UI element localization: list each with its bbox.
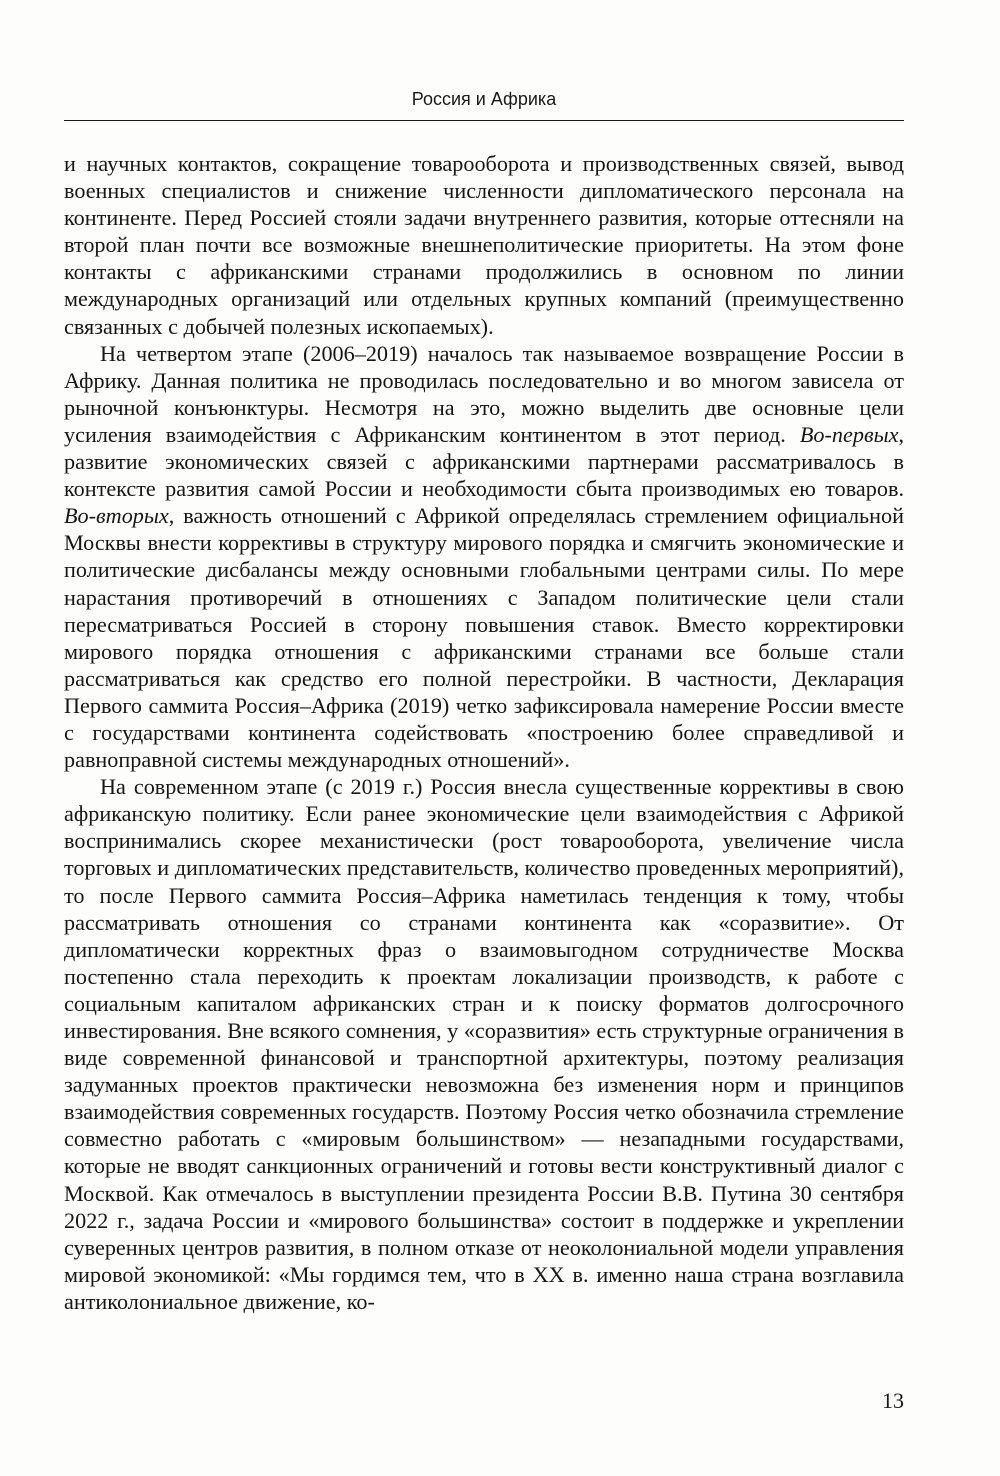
running-title: Россия и Африка: [411, 89, 557, 109]
paragraph-2-emphasis-first: Во-первых: [799, 421, 899, 447]
paragraph-1-text: и научных контактов, сокращение товарооборота и производственных связей, вывод военных специалистов и снижение численности дипломатического персонала на континенте. Перед Россией стояли задачи внутреннего развития, которые оттесняли на второй план почти все возможные внешнеполитические приоритеты. На этом фоне контакты с африканскими странами продолжились в основном по линии международных организаций или отдельных крупных компаний (преимущественно связанных с добычей полезных ископаемых).: [64, 151, 904, 339]
paragraph-1: [64, 150, 904, 340]
paragraph-2-text-a: На четвертом этапе (2006–2019) началось так называемое возвращение России в Африку. Данная политика не проводилась последовательно и во многом зависела от рыночной конъюнктуры. Несмотря на это, можно выделить две основные цели усиления взаимодействия с Африканским континентом в этот период.: [64, 340, 904, 447]
paragraph-2-emphasis-second: Во-вторых: [64, 503, 169, 529]
paragraph-2-text-c: , важность отношений с Африкой определялась стремлением официальной Москвы внести коррективы в структуру мирового порядка и смягчить экономические и политические дисбалансы между основными глобальными центрами силы. По мере нарастания противоречий в отношениях с Западом политические цели стали пересматриваться Россией в сторону повышения ставок. Вместо корректировки мирового порядка отношения с африканскими странами все больше стали рассматриваться как средство его полной перестройки. В частности, Декларация Первого саммита Россия–Африка (2019) четко зафиксировала намерение России вместе с государствами континента содействовать «построению более справедливой и равноправной системы международных отношений».: [64, 503, 904, 773]
running-header: [64, 86, 904, 121]
page-number: 13: [882, 1388, 904, 1413]
paragraph-3: [64, 773, 904, 1315]
paragraph-2: [64, 340, 904, 774]
paragraph-2-text-b: , развитие экономических связей с африканскими партнерами рассматривалось в контексте развития самой России и необходимости сбыта производимых ею товаров.: [64, 421, 904, 502]
page-body: [64, 150, 904, 1315]
paragraph-3-text: На современном этапе (с 2019 г.) Россия внесла существенные коррективы в свою африканскую политику. Если ранее экономические цели взаимодействия с Африкой воспринимались скорее механистически (рост товарооборота, увеличение числа торговых и дипломатических представительств, количество проведенных мероприятий), то после Первого саммита Россия–Африка наметилась тенденция к тому, чтобы рассматривать отношения со странами континента как «соразвитие». От дипломатически корректных фраз о взаимовыгодном сотрудничестве Москва постепенно стала переходить к проектам локализации производств, к работе с социальным капиталом африканских стран и к поиску форматов долгосрочного инвестирования. Вне всякого сомнения, у «соразвития» есть структурные ограничения в виде современной финансовой и транспортной архитектуры, поэтому реализация задуманных проектов практически невозможна без изменения норм и принципов взаимодействия современных государств. Поэтому Россия четко обозначила стремление совместно работать с «мировым большинством» — незападными государствами, которые не вводят санкционных ограничений и готовы вести конструктивный диалог с Москвой. Как отмечалось в выступлении президента России В.В. Путина 30 сентября 2022 г., задача России и «мирового большинства» состоит в поддержке и укреплении суверенных центров развития, в полном отказе от неоколониальной модели управления мировой экономикой: «Мы гордимся тем, что в XX в. именно наша страна возглавила антиколониальное движение, ко-: [64, 774, 904, 1314]
